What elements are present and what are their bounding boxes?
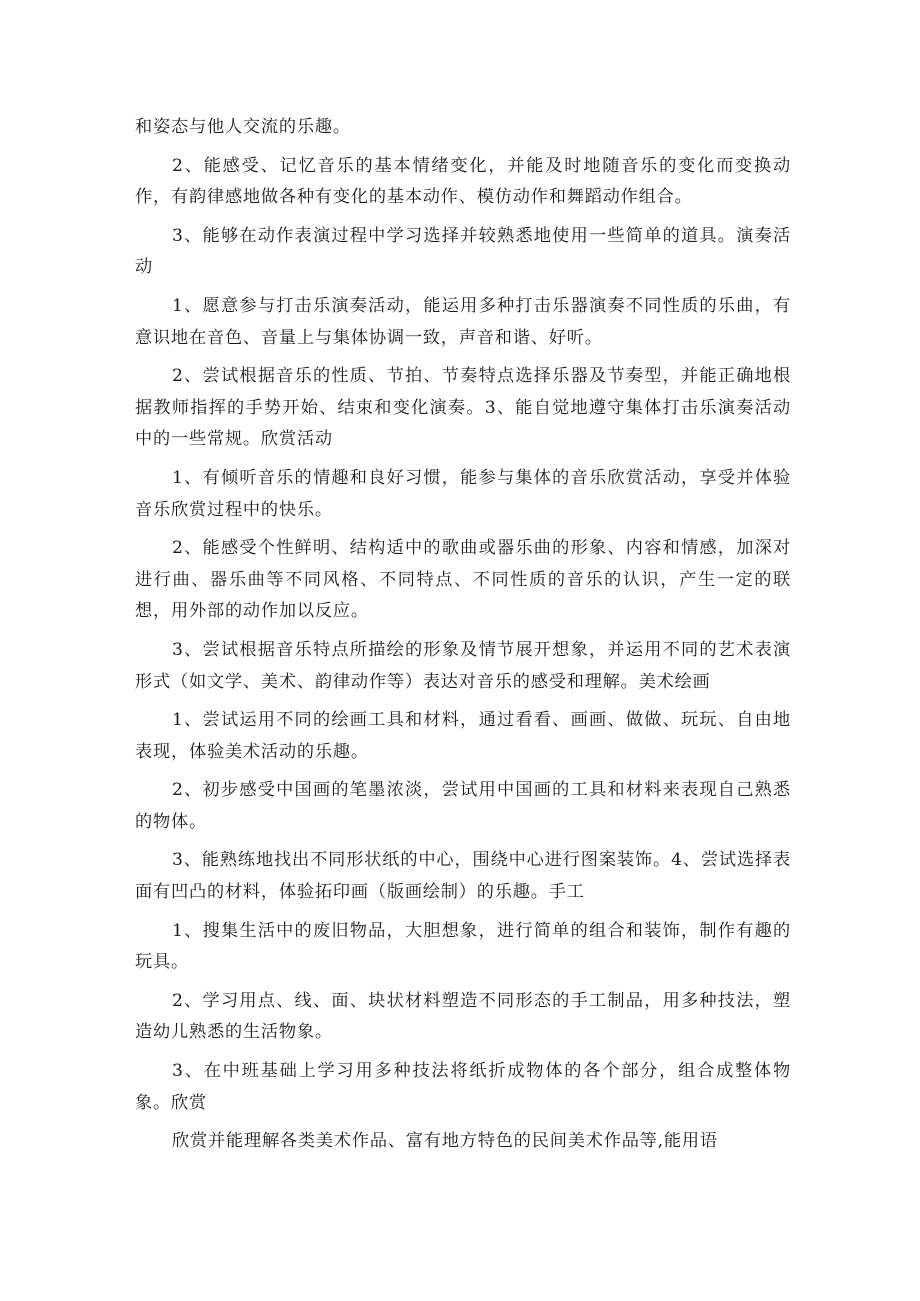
document-body <box>135 112 791 1158</box>
paragraph-13: 2、学习用点、线、面、块状材料塑造不同形态的手工制品，用多种技法，塑造幼儿熟悉的生活物象。 <box>135 990 791 1043</box>
paragraph-3: 3、能够在动作表演过程中学习选择并较熟悉地使用一些简单的道具。演奏活动 <box>135 225 791 278</box>
paragraph-10: 2、初步感受中国画的笔墨浓淡，尝试用中国画的工具和材料来表现自己熟悉的物体。 <box>135 780 791 832</box>
paragraph-4: 1、愿意参与打击乐演奏活动，能运用多种打击乐器演奏不同性质的乐曲，有意识地在音色、音量上与集体协调一致，声音和谐、好听。 <box>135 295 791 348</box>
paragraph-11: 3、能熟练地找出不同形状纸的中心，围绕中心进行图案装饰。4、尝试选择表面有凹凸的材料，体验拓印画（版画绘制）的乐趣。手工 <box>135 850 791 903</box>
paragraph-1: 和姿态与他人交流的乐趣。 <box>135 117 351 137</box>
paragraph-12: 1、搜集生活中的废旧物品，大胆想象，进行简单的组合和装饰，制作有趣的玩具。 <box>135 920 791 973</box>
paragraph-7: 2、能感受个性鲜明、结构适中的歌曲或器乐曲的形象、内容和情感，加深对进行曲、器乐曲等不同风格、不同特点、不同性质的音乐的认识，产生一定的联想，用外部的动作加以反应。 <box>135 538 791 622</box>
paragraph-14: 3、在中班基础上学习用多种技法将纸折成物体的各个部分，组合成整体物象。欣赏 <box>135 1061 791 1113</box>
paragraph-6: 1、有倾听音乐的情趣和良好习惯，能参与集体的音乐欣赏活动，享受并体验音乐欣赏过程中的快乐。 <box>135 467 791 520</box>
paragraph-5: 2、尝试根据音乐的性质、节拍、节奏特点选择乐器及节奏型，并能正确地根据教师指挥的手势开始、结束和变化演奏。3、能自觉地遵守集体打击乐演奏活动中的一些常规。欣赏活动 <box>135 366 791 450</box>
paragraph-2: 2、能感受、记忆音乐的基本情绪变化，并能及时地随音乐的变化而变换动作，有韵律感地做各种有变化的基本动作、模仿动作和舞蹈动作组合。 <box>135 155 791 208</box>
paragraph-9: 1、尝试运用不同的绘画工具和材料，通过看看、画画、做做、玩玩、自由地表现，体验美术活动的乐趣。 <box>135 710 791 762</box>
paragraph-15: 欣赏并能理解各类美术作品、富有地方特色的民间美术作品等,能用语 <box>172 1131 718 1152</box>
paragraph-8: 3、尝试根据音乐特点所描绘的形象及情节展开想象，并运用不同的艺术表演形式（如文学、美术、韵律动作等）表达对音乐的感受和理解。美术绘画 <box>135 639 791 692</box>
